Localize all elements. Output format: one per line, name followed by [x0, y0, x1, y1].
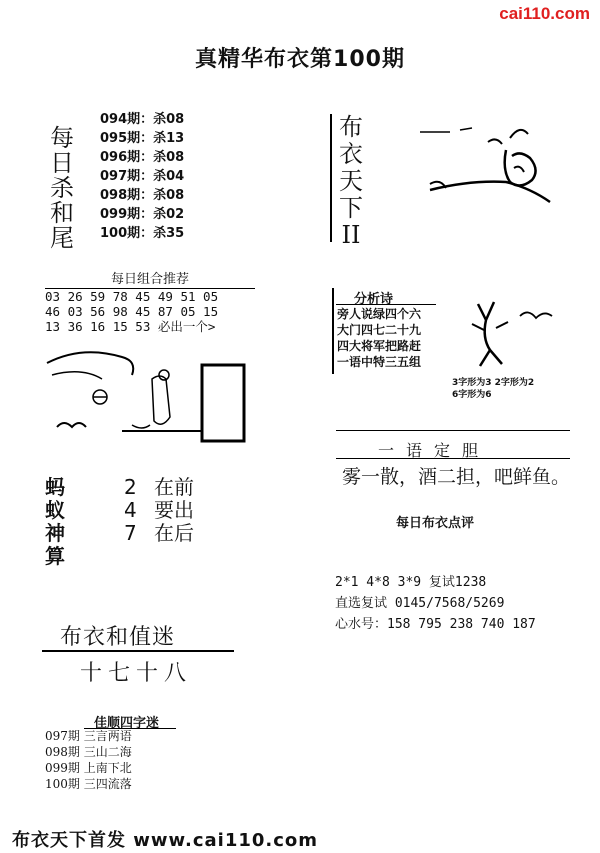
- combo-row: 46 03 56 98 45 87 05 15: [45, 304, 219, 319]
- list-item: 100期 三四流落: [45, 777, 132, 791]
- shape-notes: [452, 377, 534, 401]
- figure-sketch: [456, 294, 566, 374]
- poem-lines: [337, 306, 421, 370]
- list-item: 094期：杀08: [100, 112, 185, 127]
- sketch-illustration: [42, 335, 257, 445]
- daily-title: 每日布衣点评: [396, 516, 475, 531]
- ant-num: 4: [124, 498, 137, 522]
- buyi-vertical-title: [336, 114, 366, 249]
- poem-line: 旁人说绿四个六: [337, 307, 422, 321]
- bird-sketch: [410, 110, 560, 210]
- vertical-rule: [330, 114, 332, 242]
- label-char: 尾: [50, 224, 74, 252]
- label-char: II: [341, 221, 361, 249]
- divider: [336, 304, 436, 305]
- ant-text: 在前: [154, 475, 194, 499]
- list-item: 095期：杀13: [100, 131, 185, 146]
- list-item: 100期：杀35: [100, 226, 185, 241]
- list-item: 096期：杀08: [100, 150, 185, 165]
- list-item: 097期：杀04: [100, 169, 185, 184]
- note-line: 6字形为6: [452, 390, 492, 400]
- daily-line: 直选复试 0145/7568/5269: [335, 596, 505, 611]
- ant-num: 7: [124, 521, 137, 545]
- label-char: 神: [45, 521, 65, 545]
- poem-line: 大门四七二十九: [337, 323, 422, 337]
- note-line: 3字形为3 2字形为2: [452, 378, 535, 388]
- list-item: [124, 522, 194, 545]
- combo-title: 每日组合推荐: [45, 268, 255, 289]
- label-char: 和: [50, 199, 74, 227]
- divider: [336, 458, 570, 459]
- riddle-answer: 十七十八: [80, 661, 193, 686]
- label-char: 天: [339, 167, 363, 195]
- label-char: 布: [339, 113, 363, 141]
- list-item: [124, 476, 194, 499]
- poem-line: 一语中特三五组: [337, 355, 422, 369]
- riddle-title: 布衣和值迷: [60, 625, 176, 650]
- label-char: 每: [50, 124, 74, 152]
- combo-section: [45, 268, 255, 334]
- ant-calc-list: [124, 476, 194, 545]
- label-char: 蚁: [45, 498, 65, 522]
- combo-row: 03 26 59 78 45 49 51 05: [45, 289, 219, 304]
- list-item: 099期：杀02: [100, 207, 185, 222]
- poem-title: 分析诗: [354, 292, 394, 307]
- four-char-list: [45, 728, 132, 792]
- divider: [336, 430, 570, 431]
- daily-line: 2*1 4*8 3*9 复试1238: [335, 575, 487, 590]
- ant-text: 在后: [154, 521, 194, 545]
- label-char: 算: [45, 544, 65, 568]
- list-item: [124, 499, 194, 522]
- kill-tail-label: [48, 126, 76, 251]
- label-char: 衣: [339, 140, 363, 168]
- list-item: 098期：杀08: [100, 188, 185, 203]
- daily-lines: [335, 572, 536, 635]
- combo-row: 13 36 16 15 53 必出一个>: [45, 319, 216, 334]
- label-char: 杀: [50, 174, 74, 202]
- four-char-title: 佳顺四字迷: [94, 716, 160, 731]
- label-char: 下: [339, 194, 363, 222]
- yiyu-text: 雾一散，酒二担，吧鲜鱼。: [342, 466, 571, 488]
- site-watermark: cai110.com: [499, 4, 590, 23]
- list-item: 097期 三言两语: [45, 729, 132, 743]
- label-char: 蚂: [45, 475, 65, 499]
- yiyu-title: 一语定胆: [378, 441, 491, 460]
- footer-text: 布衣天下首发 www.cai110.com: [12, 830, 319, 851]
- kill-tail-list: [100, 110, 184, 243]
- ant-num: 2: [124, 475, 137, 499]
- ant-calc-label: [45, 476, 75, 568]
- vertical-rule: [332, 288, 334, 374]
- label-char: 日: [50, 149, 74, 177]
- list-item: 099期 上南下北: [45, 761, 132, 775]
- ant-text: 要出: [154, 498, 194, 522]
- daily-line: 心水号：158 795 238 740 187: [335, 617, 536, 632]
- list-item: 098期 三山二海: [45, 745, 132, 759]
- page-title: 真精华布衣第100期: [195, 47, 405, 72]
- poem-line: 四大将军把路赶: [337, 339, 422, 353]
- divider: [42, 650, 234, 652]
